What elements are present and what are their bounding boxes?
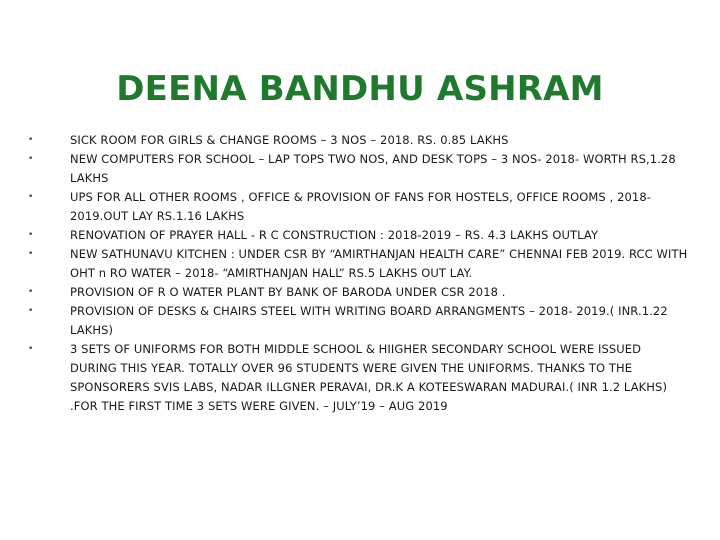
bullet-icon: • — [28, 287, 34, 297]
list-item-text: PROVISION OF DESKS & CHAIRS STEEL WITH WRITING BOARD ARRANGMENTS – 2018- 2019.( INR.1.22 LAKHS) — [70, 304, 668, 337]
bullet-icon: • — [28, 135, 34, 145]
bullet-icon: • — [28, 154, 34, 164]
list-item — [28, 245, 690, 283]
list-item — [28, 283, 690, 302]
bullet-list — [28, 131, 690, 416]
bullet-icon: • — [28, 230, 34, 240]
list-item-text: SICK ROOM FOR GIRLS & CHANGE ROOMS – 3 NOS – 2018. RS. 0.85 LAKHS — [70, 133, 509, 147]
list-item-text: NEW COMPUTERS FOR SCHOOL – LAP TOPS TWO NOS, AND DESK TOPS – 3 NOS- 2018- WORTH RS,1.28 LAKHS — [70, 152, 676, 185]
list-item — [28, 150, 690, 188]
page-title: DEENA BANDHU ASHRAM — [116, 68, 604, 109]
list-item — [28, 340, 690, 416]
list-item-text: RENOVATION OF PRAYER HALL - R C CONSTRUCTION : 2018-2019 – RS. 4.3 LAKHS OUTLAY — [70, 228, 599, 242]
list-item-text: 3 SETS OF UNIFORMS FOR BOTH MIDDLE SCHOOL & HIIGHER SECONDARY SCHOOL WERE ISSUED DURING THIS YEAR. TOTALLY OVER 96 STUDENTS WERE GIVEN THE UNIFORMS. THANKS TO THE SPONSORERS SVIS LABS, NADAR ILLGNER PERAVAI, DR.K A KOTEESWARAN MADURAI.( INR 1.2 LAKHS) .FOR THE FIRST TIME 3 SETS WERE GIVEN. – JULY’19 – AUG 2019 — [70, 342, 668, 413]
list-item-text: NEW SATHUNAVU KITCHEN : UNDER CSR BY “AMIRTHANJAN HEALTH CARE” CHENNAI FEB 2019. RCC WITH OHT n RO WATER – 2018- “AMIRTHANJAN HALL” RS.5 LAKHS OUT LAY. — [70, 247, 688, 280]
bullet-icon: • — [28, 306, 34, 316]
bullet-icon: • — [28, 192, 34, 202]
list-item — [28, 226, 690, 245]
list-item-text: PROVISION OF R O WATER PLANT BY BANK OF BARODA UNDER CSR 2018 . — [70, 285, 506, 299]
bullet-icon: • — [28, 249, 34, 259]
list-item — [28, 302, 690, 340]
list-item — [28, 188, 690, 226]
list-item — [28, 131, 690, 150]
list-item-text: UPS FOR ALL OTHER ROOMS , OFFICE & PROVISION OF FANS FOR HOSTELS, OFFICE ROOMS , 2018-2019.OUT LAY RS.1.16 LAKHS — [70, 190, 652, 223]
bullet-icon: • — [28, 344, 34, 354]
